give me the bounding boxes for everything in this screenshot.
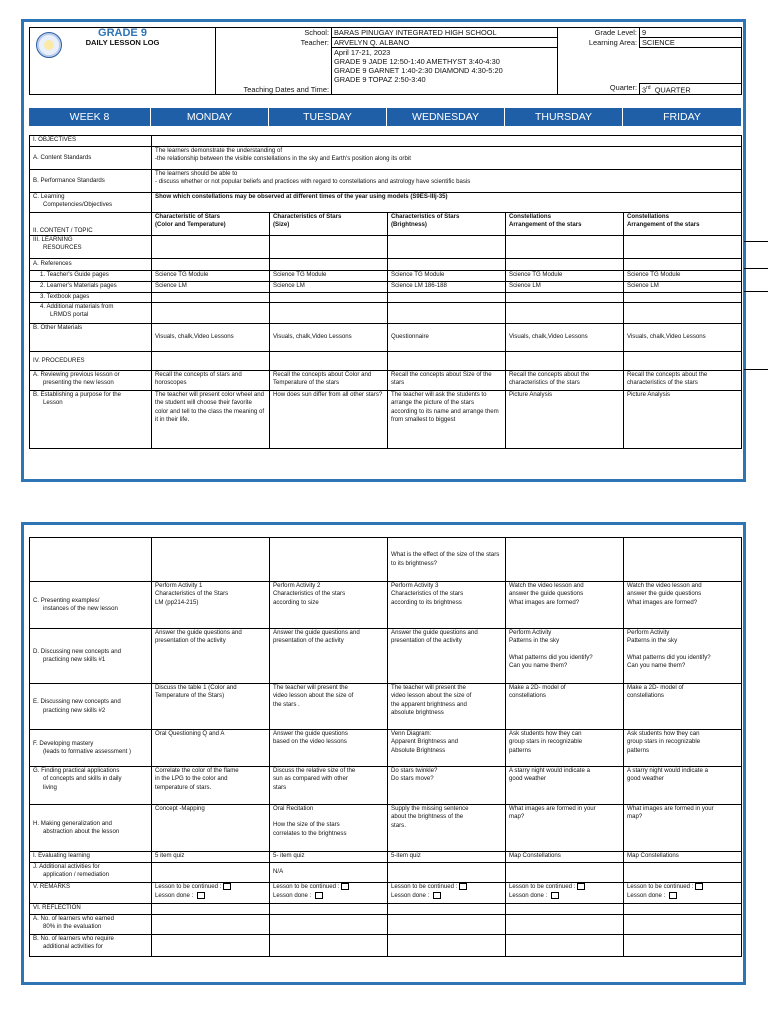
grade-title: GRADE 9 — [98, 27, 147, 39]
finding-monday: Correlate the color of the flame in the LPG to the color and temperature of stars. — [152, 767, 270, 805]
materials-tuesday: Visuals, chalk,Video Lessons — [270, 324, 388, 352]
eval-friday: Map Constellations — [624, 852, 742, 863]
continued-checkbox[interactable] — [695, 883, 703, 890]
references-label: A. References — [30, 259, 152, 271]
review-thursday: Recall the concepts about the characteristics of the stars — [506, 371, 624, 391]
day-tuesday: TUESDAY — [269, 108, 387, 126]
learners-additional-label: B. No. of learners who require additional activities for — [30, 935, 152, 957]
mastery-thursday: Ask students how they can group stars in recognizable patterns — [506, 730, 624, 767]
day-thursday: THURSDAY — [505, 108, 623, 126]
content-topic-label: II. CONTENT / TOPIC — [30, 213, 152, 236]
eval-thursday: Map Constellations — [506, 852, 624, 863]
lm-friday: Science LM — [624, 282, 742, 293]
general-wednesday: Supply the missing sentence about the brightness of the stars. — [388, 805, 506, 852]
discuss2-friday: Make a 2D- model of constellations — [624, 684, 742, 730]
quarter-value: 3rd QUARTER — [640, 83, 742, 94]
content-standards-label: A. Content Standards — [30, 147, 152, 170]
review-monday: Recall the concepts of stars and horoscopes — [152, 371, 270, 391]
continued-checkbox[interactable] — [223, 883, 231, 890]
daily-lesson-log-title: DAILY LESSON LOG — [85, 38, 160, 47]
materials-friday: Visuals, chalk,Video Lessons — [624, 324, 742, 352]
discuss2-monday: Discuss the table 1 (Color and Temperature of the Stars) — [152, 684, 270, 730]
finding-thursday: A starry night would indicate a good weather — [506, 767, 624, 805]
reflection-label: VI. REFLECTION — [30, 904, 152, 915]
teaching-dates-label: Teaching Dates and Time: — [216, 48, 332, 95]
margin-line — [744, 241, 768, 242]
discuss1-tuesday: Answer the guide questions and presentation of the activity — [270, 629, 388, 684]
mastery-friday: Ask students how they can group stars in recognizable patterns — [624, 730, 742, 767]
teacher-value: ARVELYN Q. ALBANO — [332, 38, 558, 48]
quarter-label: Quarter: — [558, 83, 640, 94]
textbook-label: 3. Textbook pages — [30, 293, 152, 303]
review-tuesday: Recall the concepts about Color and Temperature of the stars — [270, 371, 388, 391]
present-thursday: Watch the video lesson and answer the guide questions What images are formed? — [506, 582, 624, 629]
finding-tuesday: Discuss the relative size of the sun as compared with other stars — [270, 767, 388, 805]
done-checkbox[interactable] — [197, 892, 205, 899]
grade-level-value: 9 — [640, 28, 742, 38]
present-monday: Perform Activity 1 Characteristics of the Stars LM (pp214-215) — [152, 582, 270, 629]
continued-checkbox[interactable] — [459, 883, 467, 890]
margin-line — [744, 369, 768, 370]
purpose-thursday: Picture Analysis — [506, 391, 624, 449]
purpose-tuesday: How does sun differ from all other stars? — [270, 391, 388, 449]
procedures-label: IV. PROCEDURES — [30, 352, 152, 371]
topic-wednesday: Characteristics of Stars (Brightness) — [388, 213, 506, 236]
procedures-table — [29, 537, 742, 957]
general-thursday: What images are formed in your map? — [506, 805, 624, 852]
evaluating-label: I. Evaluating learning — [30, 852, 152, 863]
continued-checkbox[interactable] — [341, 883, 349, 890]
content-standards-value: The learners demonstrate the understanding of -the relationship between the visible constellations in the sky and Earth's position along its orbit — [152, 147, 742, 170]
performance-standards-label: B. Performance Standards — [30, 170, 152, 193]
lm-wednesday: Science LM 186-188 — [388, 282, 506, 293]
done-checkbox[interactable] — [669, 892, 677, 899]
day-monday: MONDAY — [151, 108, 269, 126]
present-tuesday: Perform Activity 2 Characteristics of the stars according to size — [270, 582, 388, 629]
remarks-wednesday: Lesson to be continued : Lesson done : — [388, 883, 506, 904]
week-day-bar — [29, 108, 741, 126]
tg-friday: Science TG Module — [624, 271, 742, 282]
remarks-tuesday: Lesson to be continued : Lesson done : — [270, 883, 388, 904]
learning-resources-label: III. LEARNING RESOURCES — [30, 236, 152, 259]
review-friday: Recall the concepts about the characteristics of the stars — [624, 371, 742, 391]
purpose-monday: The teacher will present color wheel and the student will choose their favorite color and tell to the class the meaning of it in their life. — [152, 391, 270, 449]
mastery-wednesday: Venn Diagram: Apparent Brightness and Absolute Brightness — [388, 730, 506, 767]
discuss1-monday: Answer the guide questions and presentation of the activity — [152, 629, 270, 684]
lm-thursday: Science LM — [506, 282, 624, 293]
deped-seal-icon — [36, 32, 62, 58]
discuss2-thursday: Make a 2D- model of constellations — [506, 684, 624, 730]
learners-80-label: A. No. of learners who earned 80% in the evaluation — [30, 915, 152, 935]
school-label: School: — [216, 28, 332, 38]
present-friday: Watch the video lesson and answer the guide questions What images are formed? — [624, 582, 742, 629]
objectives-heading: I. OBJECTIVES — [30, 136, 152, 147]
finding-wednesday: Do stars twinkle? Do stars move? — [388, 767, 506, 805]
discuss1-wednesday: Answer the guide questions and presentation of the activity — [388, 629, 506, 684]
learning-area-value: SCIENCE — [640, 38, 742, 48]
tg-monday: Science TG Module — [152, 271, 270, 282]
present-wednesday: Perform Activity 3 Characteristics of the stars according to its brightness — [388, 582, 506, 629]
lesson-log-page-1 — [21, 19, 746, 482]
finding-friday: A starry night would indicate a good weather — [624, 767, 742, 805]
header-table — [29, 27, 742, 95]
establishing-label: B. Establishing a purpose for the Lesson — [30, 391, 152, 449]
discuss1-friday: Perform Activity Patterns in the sky What patterns did you identify? Can you name them? — [624, 629, 742, 684]
tg-pages-label: 1. Teacher's Guide pages — [30, 271, 152, 282]
topic-friday: Constellations Arrangement of the stars — [624, 213, 742, 236]
discuss2-tuesday: The teacher will present the video lesson about the size of the stars . — [270, 684, 388, 730]
lm-pages-label: 2. Learner's Materials pages — [30, 282, 152, 293]
margin-line — [744, 268, 768, 269]
materials-thursday: Visuals, chalk,Video Lessons — [506, 324, 624, 352]
mastery-label: F. Developing mastery (leads to formative assessment ) — [30, 730, 152, 767]
done-checkbox[interactable] — [551, 892, 559, 899]
additional-activities-label: J. Additional activities for application / remediation — [30, 863, 152, 883]
week-label: WEEK 8 — [29, 108, 151, 126]
lm-monday: Science LM — [152, 282, 270, 293]
presenting-label: C. Presenting examples/ instances of the new lesson — [30, 582, 152, 629]
teacher-label: Teacher: — [300, 37, 329, 47]
objectives-table — [29, 135, 742, 449]
discuss1-thursday: Perform Activity Patterns in the sky What patterns did you identify? Can you name them? — [506, 629, 624, 684]
purpose-wednesday: The teacher will ask the students to arrange the picture of the stars according to its name and arrange them from smallest to biggest — [388, 391, 506, 449]
margin-line — [744, 291, 768, 292]
reviewing-label: A. Reviewing previous lesson or presenting the new lesson — [30, 371, 152, 391]
generalization-label: H. Making generalization and abstraction about the lesson — [30, 805, 152, 852]
tg-wednesday: Science TG Module — [388, 271, 506, 282]
topic-thursday: Constellations Arrangement of the stars — [506, 213, 624, 236]
review-wednesday: Recall the concepts about Size of the stars — [388, 371, 506, 391]
other-materials-label: B. Other Materials — [30, 324, 152, 352]
done-checkbox[interactable] — [433, 892, 441, 899]
performance-standards-value: The learners should be able to - discuss whether or not popular beliefs and practices with regard to constellations and astrology have scientific basis — [152, 170, 742, 193]
competencies-value: Show which constellations may be observed at different times of the year using models (S9ES-IIIj-35) — [152, 193, 742, 213]
general-friday: What images are formed in your map? — [624, 805, 742, 852]
general-tuesday: Oral Recitation How the size of the stars correlates to the brightness — [270, 805, 388, 852]
general-monday: Concept -Mapping — [152, 805, 270, 852]
eval-tuesday: 5- item quiz — [270, 852, 388, 863]
additional-tuesday: N/A — [270, 863, 388, 883]
tg-thursday: Science TG Module — [506, 271, 624, 282]
competencies-label: C. Learning Competencies/Objectives — [30, 193, 152, 213]
eval-monday: 5 item quiz — [152, 852, 270, 863]
discussing2-label: E. Discussing new concepts and practicing new skills #2 — [30, 684, 152, 730]
purpose-friday: Picture Analysis — [624, 391, 742, 449]
day-wednesday: WEDNESDAY — [387, 108, 505, 126]
topic-monday: Characteristic of Stars (Color and Temperature) — [152, 213, 270, 236]
eval-wednesday: 5-item quiz — [388, 852, 506, 863]
remarks-friday: Lesson to be continued : Lesson done : — [624, 883, 742, 904]
teaching-dates-value: April 17-21, 2023 GRADE 9 JADE 12:50-1:40 AMETHYST 3:40-4:30 GRADE 9 GARNET 1:40-2:30 DIAMOND 4:30-5:20 GRADE 9 TOPAZ 2:50-3:40 — [332, 48, 558, 95]
topic-tuesday: Characteristics of Stars (Size) — [270, 213, 388, 236]
done-checkbox[interactable] — [315, 892, 323, 899]
wednesday-continued: What is the effect of the size of the stars to its brightness? — [388, 538, 506, 582]
mastery-monday: Oral Questioning Q and A — [152, 730, 270, 767]
materials-monday: Visuals, chalk,Video Lessons — [152, 324, 270, 352]
finding-label: G. Finding practical applications of concepts and skills in daily living — [30, 767, 152, 805]
remarks-thursday: Lesson to be continued : Lesson done : — [506, 883, 624, 904]
discussing1-label: D. Discussing new concepts and practicing new skills #1 — [30, 629, 152, 684]
remarks-label: V. REMARKS — [30, 883, 152, 904]
lesson-log-page-2 — [21, 522, 746, 985]
school-value: BARAS PINUGAY INTEGRATED HIGH SCHOOL — [332, 28, 558, 38]
lm-tuesday: Science LM — [270, 282, 388, 293]
materials-wednesday: Questionnaire — [388, 324, 506, 352]
continued-checkbox[interactable] — [577, 883, 585, 890]
day-friday: FRIDAY — [663, 111, 701, 123]
remarks-monday: Lesson to be continued : Lesson done : — [152, 883, 270, 904]
tg-tuesday: Science TG Module — [270, 271, 388, 282]
learning-area-label: Learning Area: — [588, 37, 637, 47]
grade-level-label: Grade Level: — [558, 28, 640, 38]
mastery-tuesday: Answer the guide questions based on the video lessons — [270, 730, 388, 767]
discuss2-wednesday: The teacher will present the video lesson about the size of the apparent brightness and absolute brightness — [388, 684, 506, 730]
additional-materials-label: 4. Additional materials from LRMDS portal — [30, 303, 152, 324]
